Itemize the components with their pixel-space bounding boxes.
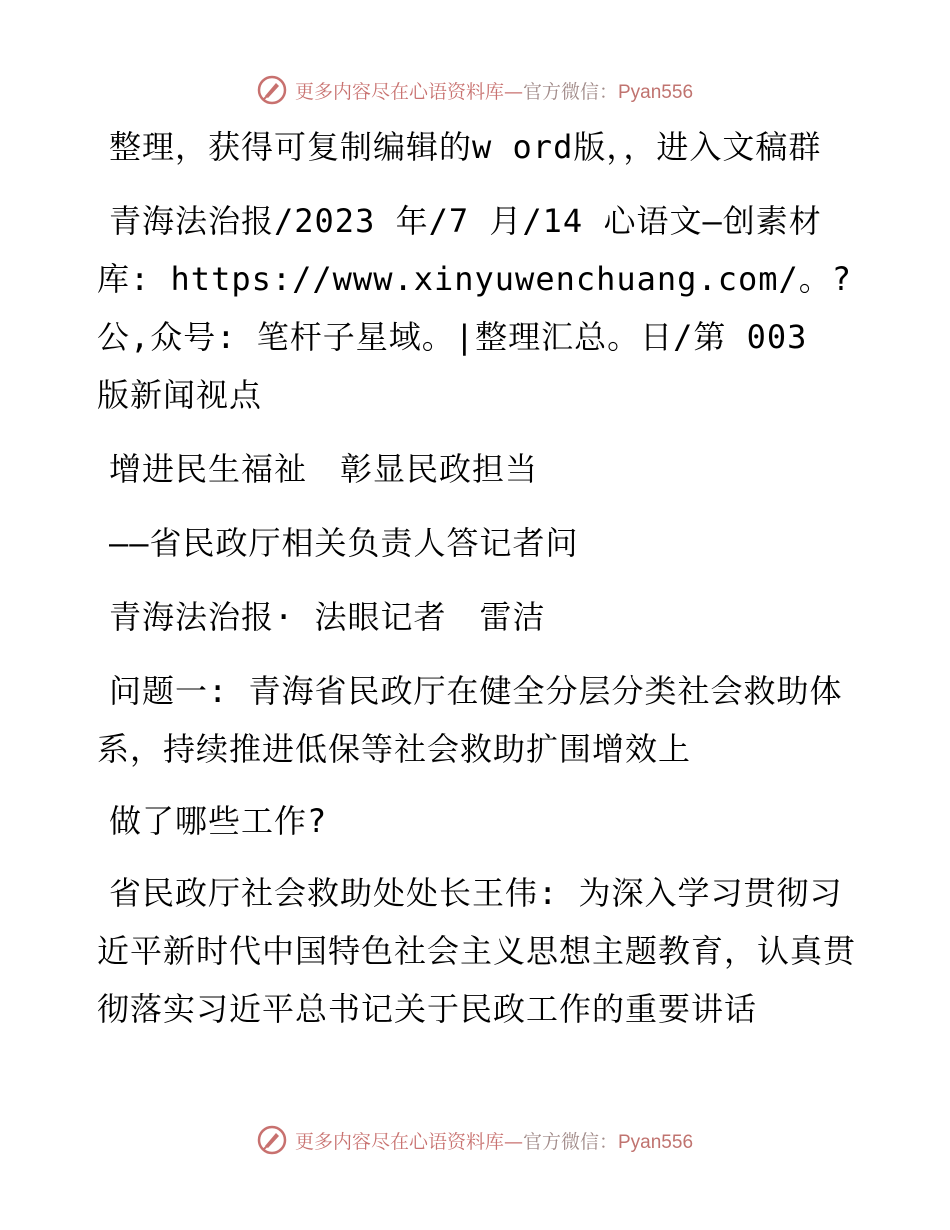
watermark-main: 更多内容尽在心语资料库 [294, 1130, 504, 1153]
watermark-separator: — [503, 80, 523, 103]
watermark-wechat-id: Pyan556 [618, 1131, 694, 1153]
question-one-end: 做了哪些工作? [109, 802, 328, 840]
quill-seal-icon [257, 1125, 287, 1155]
article-byline: 青海法治报· 法眼记者 雷洁 [109, 598, 546, 636]
paragraph-intro: 整理，获得可复制编辑的w ord版，，进入文稿群 [109, 128, 822, 166]
article-subtitle: ——省民政厅相关负责人答记者问 [109, 524, 579, 562]
header-watermark [0, 70, 950, 110]
footer-watermark [0, 1120, 950, 1160]
watermark-wechat-label: 官方微信： [522, 1130, 618, 1153]
document-body [97, 118, 857, 1038]
watermark-text [295, 77, 693, 104]
quill-seal-icon [257, 75, 287, 105]
watermark-wechat-label: 官方微信： [522, 80, 618, 103]
watermark-separator: — [503, 1130, 523, 1153]
watermark-wechat-id: Pyan556 [618, 81, 694, 103]
watermark-text [295, 1127, 693, 1154]
article-title: 增进民生福祉 彰显民政担当 [109, 450, 539, 488]
watermark-main: 更多内容尽在心语资料库 [294, 80, 504, 103]
paragraph-source: 青海法治报/2023 年/7 月/14 心语文—创素材库: https://www.xinyuwenchuang.com/。?公,众号: 笔杆子星域。|整理汇总。日/第 003 版新闻视点 [97, 202, 853, 414]
answer-one: 省民政厅社会救助处处长王伟: 为深入学习贯彻习近平新时代中国特色社会主义思想主题教育，认真贯彻落实习近平总书记关于民政工作的重要讲话 [97, 874, 857, 1028]
question-one: 问题一: 青海省民政厅在健全分层分类社会救助体系，持续推进低保等社会救助扩围增效上 [97, 672, 843, 768]
